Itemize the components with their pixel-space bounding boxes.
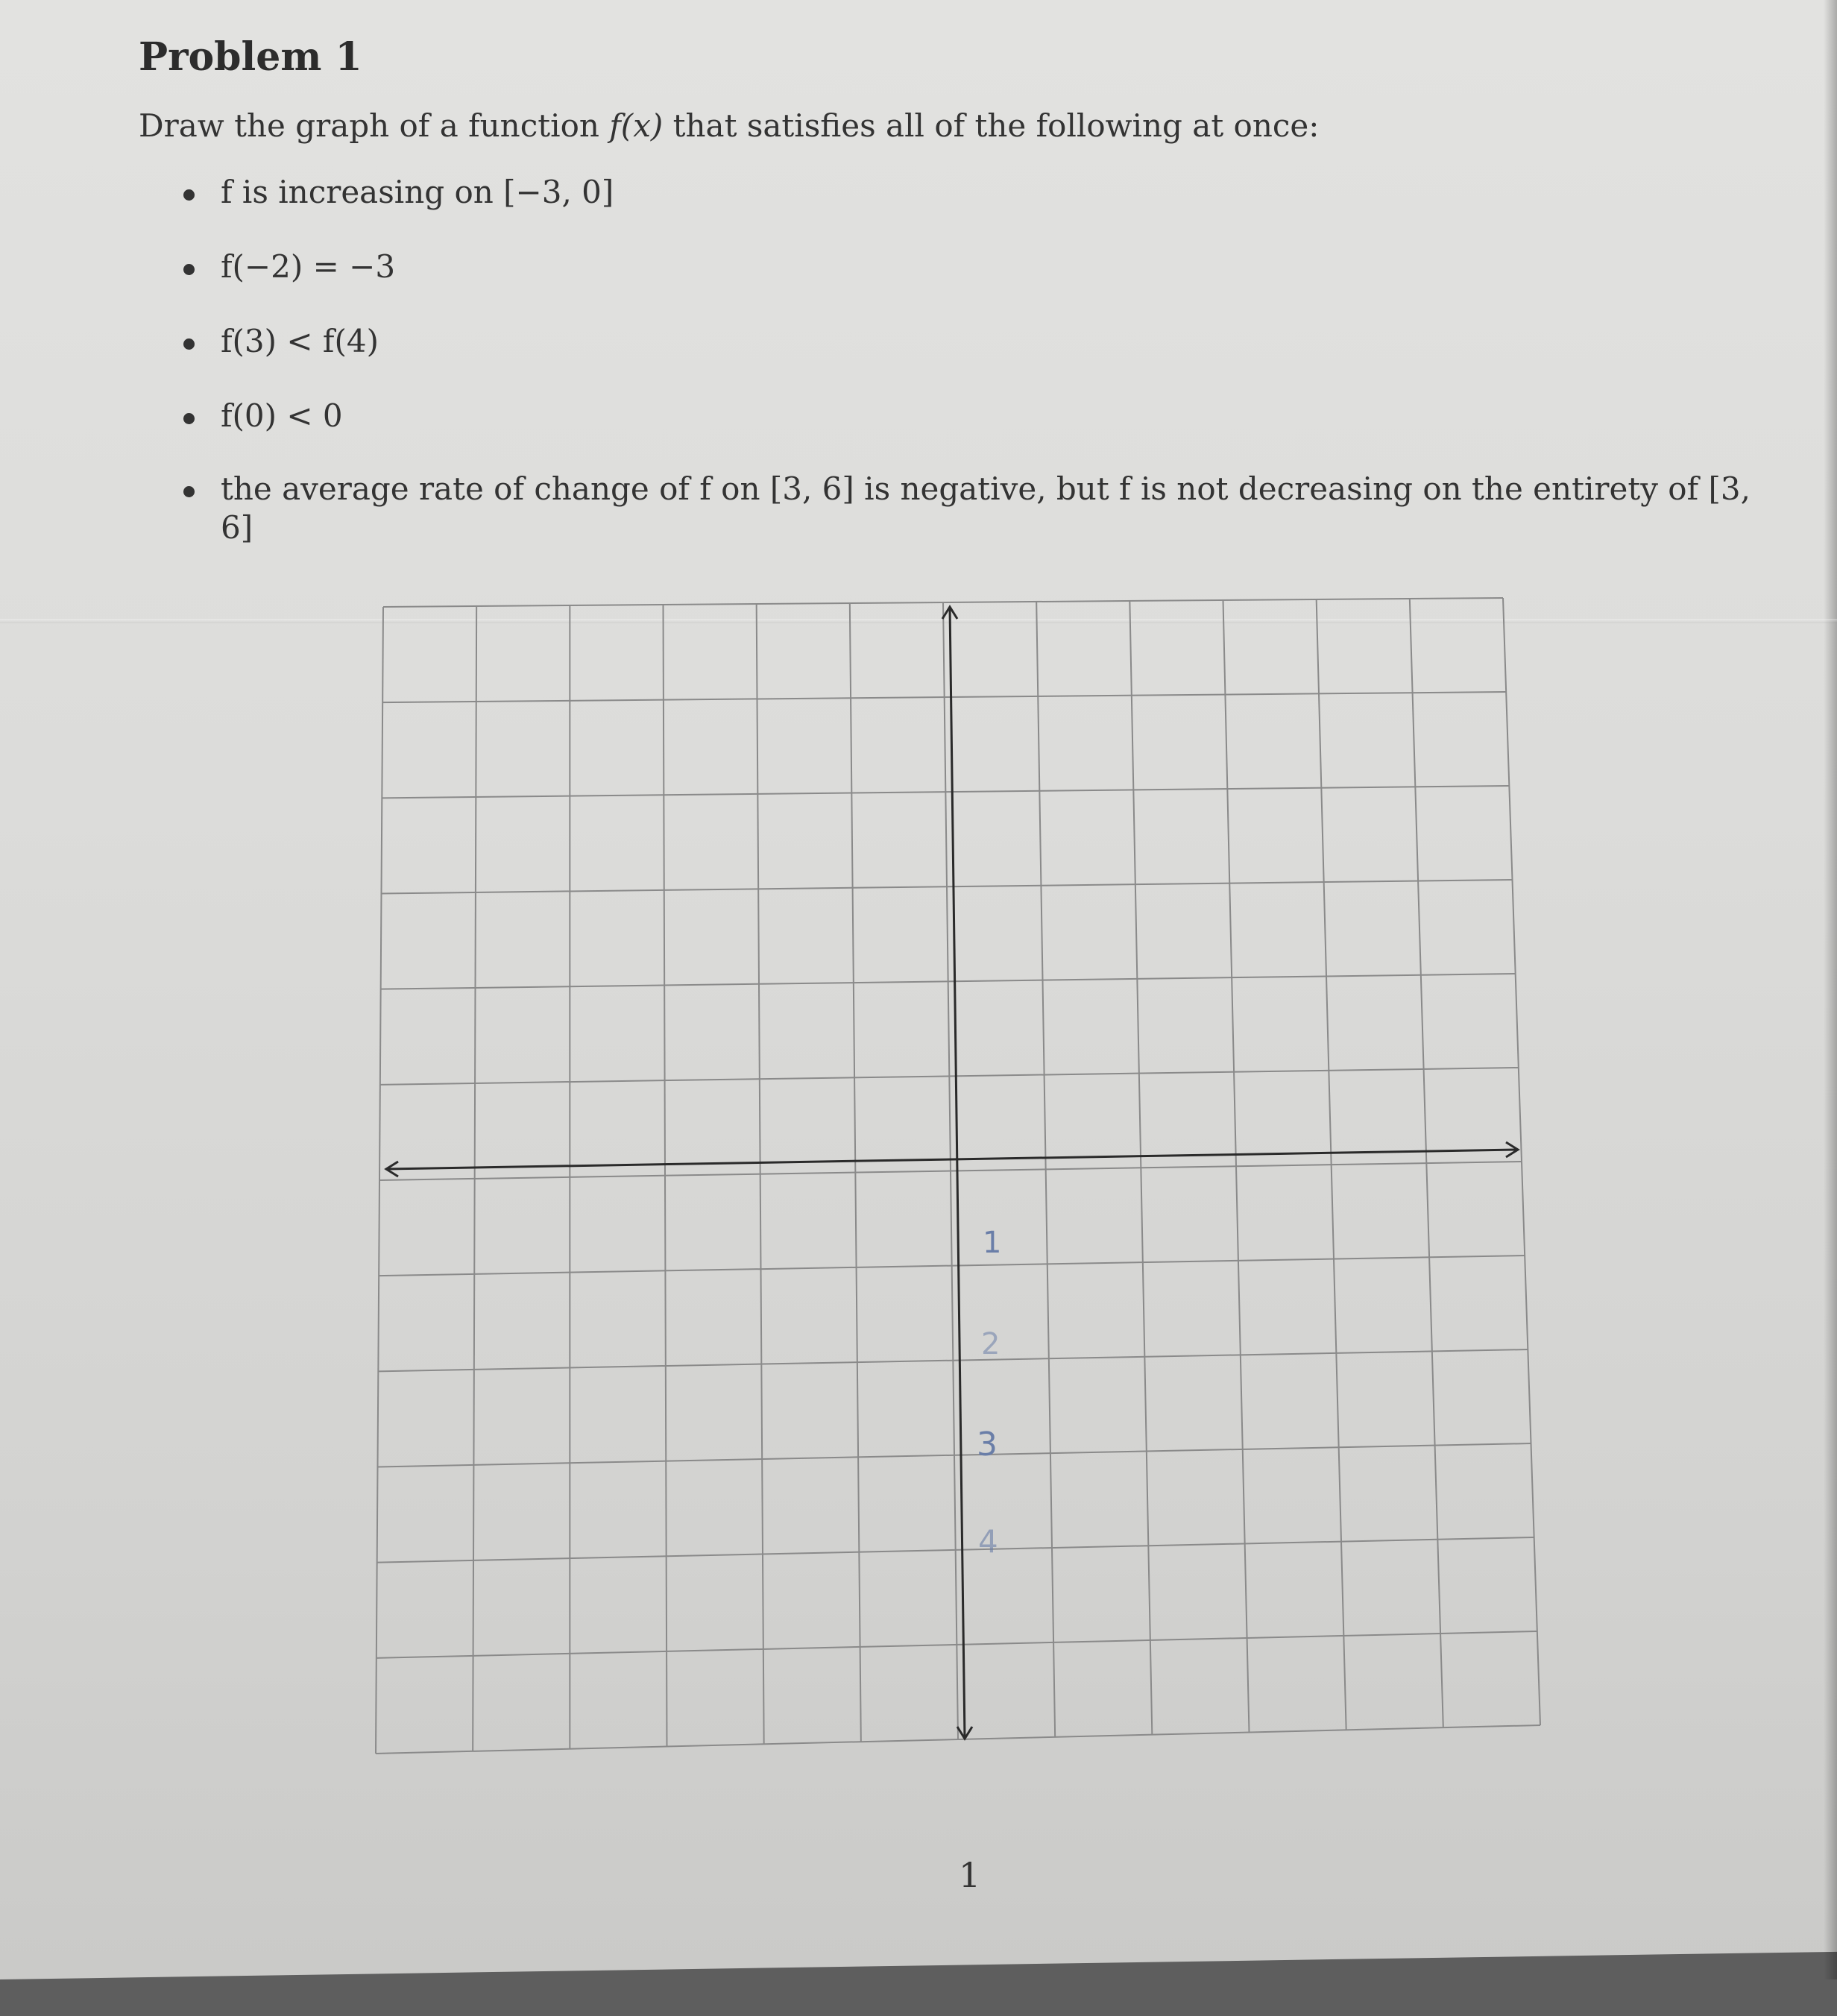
y-axis [950,607,965,1739]
condition-text: the average rate of change of f on [3, 6] is negative, but f is not decreasing on the entirety of [3, 6] [221,470,1751,546]
intro-before: Draw the graph of a function [139,107,610,144]
condition-text: f(3) < f(4) [221,323,379,359]
handwritten-tick-labels [977,1226,1001,1560]
condition-item [179,470,1767,547]
bullet-icon [183,189,195,201]
condition-item [179,322,1767,361]
intro-after: that satisfies all of the following at once: [663,107,1320,144]
handwritten-tick-label: 2 [981,1327,1001,1361]
bullet-icon [183,264,195,275]
condition-item [179,397,1767,435]
problem-intro [139,107,1319,144]
bullet-icon [183,486,195,497]
condition-text: f(−2) = −3 [221,248,396,285]
condition-item [179,248,1767,286]
handwritten-tick-label: 1 [983,1226,1002,1260]
x-axis [386,1150,1518,1169]
condition-list [179,173,1767,547]
bullet-icon [183,413,195,424]
problem-title: Problem 1 [139,34,362,80]
bullet-icon [183,338,195,350]
intro-function: f(x) [609,107,664,144]
handwritten-tick-label: 4 [978,1523,998,1560]
handwritten-tick-label: 3 [977,1426,998,1464]
condition-item [179,173,1767,212]
condition-text: f(0) < 0 [221,397,343,434]
condition-text: f is increasing on [−3, 0] [221,174,614,210]
axes [386,607,1518,1739]
paper-edge-shadow [1824,0,1837,1979]
graph-grid[interactable] [373,596,1551,1760]
page-number: 1 [959,1855,981,1895]
